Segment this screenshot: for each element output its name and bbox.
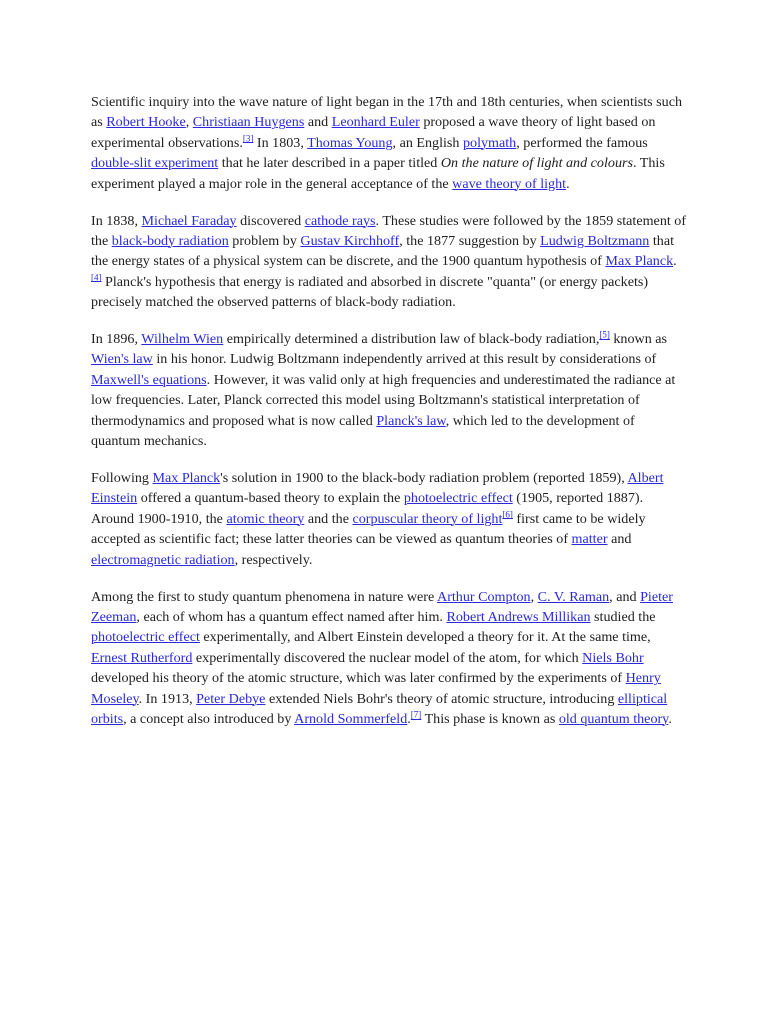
link-ernest-rutherford[interactable]: Ernest Rutherford [91,649,193,666]
link-pieter-zeeman[interactable]: Pieter Zeeman [91,588,673,625]
link-arnold-sommerfeld[interactable]: Arnold Sommerfeld [294,710,408,727]
paragraph-wave-theory [91,92,687,194]
link-planck-s-law[interactable]: Planck's law [376,412,446,429]
text-run: This phase is known as [421,710,559,727]
link-gustav-kirchhoff[interactable]: Gustav Kirchhoff [300,232,400,249]
link-wien-s-law[interactable]: Wien's law [91,351,153,368]
paragraph-quantum-phenomena [91,587,687,730]
paragraph-cathode-rays [91,211,687,313]
link-ludwig-boltzmann[interactable]: Ludwig Boltzmann [540,232,650,249]
citation-superscript [599,330,610,340]
citation-link-7[interactable]: [7] [410,709,422,720]
link-black-body-radiation[interactable]: black-body radiation [111,232,229,249]
text-run: . These studies were followed by the 1859 statement of the [91,212,687,249]
text-run: . [566,175,570,192]
citation-link-5[interactable]: [5] [599,329,610,340]
text-run: experimentally discovered the nuclear model of the atom, for which [192,649,583,666]
link-cathode-rays[interactable]: cathode rays [304,212,376,229]
text-run: that he later described in a paper titled [218,155,441,172]
text-run: , each of whom has a quantum effect named after him. [136,608,447,625]
link-double-slit-experiment[interactable]: double-slit experiment [91,155,219,172]
link-electromagnetic-radiation[interactable]: electromagnetic radiation [91,551,235,568]
link-max-planck[interactable]: Max Planck [605,253,674,270]
text-run: . [407,710,411,727]
citation-superscript [91,272,102,282]
link-polymath[interactable]: polymath [462,134,517,151]
article-body [91,92,687,746]
paragraph-einstein [91,468,687,570]
link-elliptical-orbits[interactable]: elliptical orbits [91,690,668,727]
text-run: In 1838, [91,212,142,229]
text-run: 's solution in 1900 to the black-body radiation problem (reported 1859), [220,470,628,486]
citation-superscript [502,509,513,519]
link-niels-bohr[interactable]: Niels Bohr [582,649,644,666]
link-arthur-compton[interactable]: Arthur Compton [437,588,531,605]
link-christiaan-huygens[interactable]: Christiaan Huygens [192,114,305,131]
text-run: experimentally, and Albert Einstein developed a theory for it. At the same time, [199,629,651,646]
link-max-planck[interactable]: Max Planck [152,470,221,486]
text-run: extended Niels Bohr's theory of atomic structure, introducing [265,690,618,707]
text-run: Following [91,470,153,486]
text-run: proposed a wave theory of light based on experimental observations. [91,114,656,151]
text-run: empirically determined a distribution law of black-body radiation, [223,331,600,348]
text-run: , performed the famous [516,134,648,151]
text-run: (1905, reported 1887). Around 1900-1910, the [91,490,644,527]
link-michael-faraday[interactable]: Michael Faraday [141,212,237,229]
link-corpuscular-theory-of-light[interactable]: corpuscular theory of light [352,510,503,527]
text-run: , a concept also introduced by [123,710,295,727]
text-run: Planck's hypothesis that energy is radiated and absorbed in discrete "quanta" (or energy packets) precisely matched the observed patterns of black-body radiation. [91,273,649,311]
text-run: discovered [236,212,305,229]
text-run: studied the [590,608,656,625]
text-run: problem by [228,232,301,249]
link-c-v-raman[interactable]: C. V. Raman [537,588,610,605]
text-run: . However, it was valid only at high frequencies and underestimated the radiance at low frequencies. Later, Planck corrected this model using Boltzmann's statistical interpretation of thermodynamics and proposed what is now called [91,371,676,429]
link-henry-moseley[interactable]: Henry Moseley [91,670,661,707]
text-run: known as [609,331,668,348]
text-run: . In 1913, [138,690,197,707]
citation-link-4[interactable]: [4] [91,272,102,283]
link-leonhard-euler[interactable]: Leonhard Euler [331,114,420,131]
citation-superscript [243,133,254,143]
citation-link-3[interactable]: [3] [242,133,254,144]
text-run: , [530,588,538,605]
citation-superscript [411,710,422,720]
text-run: Scientific inquiry into the wave nature of light began in the 17th and 18th centuries, when scientists such as [91,94,683,131]
link-maxwell-s-equations[interactable]: Maxwell's equations [91,371,207,388]
link-old-quantum-theory[interactable]: old quantum theory [558,710,669,727]
link-albert-einstein[interactable]: Albert Einstein [91,470,664,507]
text-run: offered a quantum-based theory to explain the [137,490,404,507]
text-run: , respectively. [234,551,313,568]
text-run: . [668,710,672,727]
text-run: first came to be widely accepted as scientific fact; these latter theories can be viewed as quantum theories of [91,510,646,548]
text-run: and the [304,510,353,527]
text-run: , which led to the development of quantum mechanics. [91,412,635,450]
text-run: . [673,253,677,270]
text-run: , an English [392,134,463,151]
text-run: developed his theory of the atomic structure, which was later confirmed by the experiments of [91,670,626,687]
citation-link-6[interactable]: [6] [502,509,513,520]
link-robert-hooke[interactable]: Robert Hooke [106,114,186,131]
text-run: Among the first to study quantum phenomena in nature were [91,588,438,605]
link-thomas-young[interactable]: Thomas Young [307,134,393,151]
text-run: , the 1877 suggestion by [399,232,541,249]
link-peter-debye[interactable]: Peter Debye [196,690,266,707]
text-run: and [304,114,332,131]
link-wilhelm-wien[interactable]: Wilhelm Wien [141,331,224,348]
link-atomic-theory[interactable]: atomic theory [226,510,305,527]
link-wave-theory-of-light[interactable]: wave theory of light [452,175,567,192]
italic-title: On the nature of light and colours [440,155,633,172]
link-robert-andrews-millikan[interactable]: Robert Andrews Millikan [446,608,591,625]
paragraph-wien-law [91,329,687,451]
text-run: , [185,114,193,131]
text-run: that the energy states of a physical system can be discrete, and the 1900 quantum hypothesis of [91,232,675,270]
text-run: , and [609,588,641,605]
text-run: and [607,531,632,548]
text-run: In 1803, [253,134,308,151]
text-run: . This experiment played a major role in the general acceptance of the [91,155,665,192]
link-photoelectric-effect[interactable]: photoelectric effect [91,629,200,646]
text-run: In 1896, [91,331,142,348]
text-run: in his honor. Ludwig Boltzmann independently arrived at this result by considerations of [152,351,657,368]
link-matter[interactable]: matter [571,531,608,548]
link-photoelectric-effect[interactable]: photoelectric effect [403,490,513,507]
